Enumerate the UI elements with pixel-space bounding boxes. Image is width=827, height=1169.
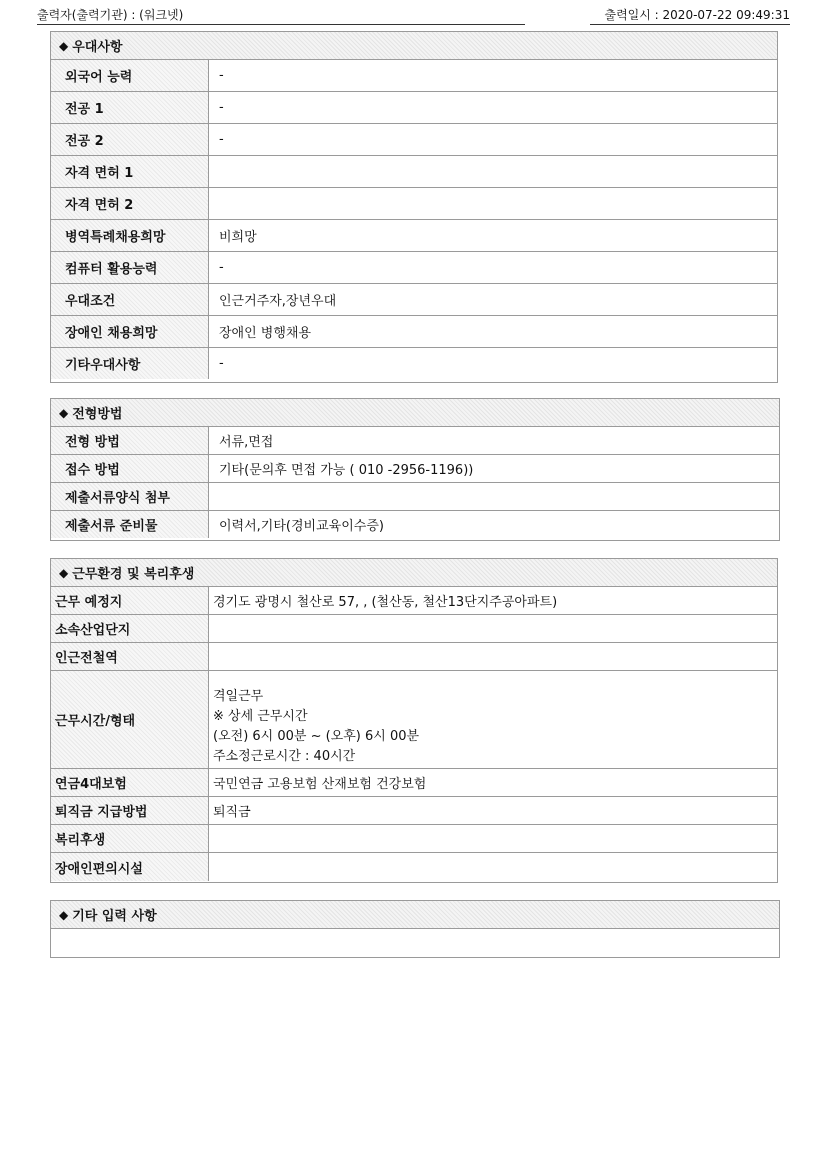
row-label: 전형 방법 [51, 427, 209, 454]
work-hours-line: 격일근무 [213, 688, 264, 704]
header-divider [37, 24, 525, 25]
work-hours-line: 주소정근로시간 : 40시간 [213, 748, 356, 764]
table-row [51, 124, 777, 156]
table-row [51, 643, 777, 671]
row-value: 비희망 [219, 230, 257, 245]
row-label: 근무시간/형태 [51, 671, 209, 768]
row-value: - [219, 100, 224, 115]
table-row [51, 188, 777, 220]
row-label: 전공 1 [51, 92, 209, 123]
row-value [209, 825, 777, 852]
row-value [209, 156, 777, 187]
row-label: 외국어 능력 [51, 60, 209, 91]
work-hours-detail [209, 671, 777, 768]
row-value: - [219, 260, 224, 275]
printer-info: 출력자(출력기관) : (워크넷) [37, 8, 184, 22]
table-row [51, 797, 777, 825]
table-row [51, 60, 777, 92]
row-value [209, 643, 777, 670]
row-label: 전공 2 [51, 124, 209, 155]
row-value: - [219, 356, 224, 371]
table-row [51, 853, 777, 881]
section-title-text: 전형방법 [72, 407, 123, 422]
row-label: 자격 면허 2 [51, 188, 209, 219]
row-label: 복리후생 [51, 825, 209, 852]
table-row [51, 284, 777, 316]
row-value: 서류,면접 [219, 435, 274, 450]
table-row [51, 348, 777, 379]
section-title [51, 901, 779, 929]
other-input-section [50, 900, 780, 958]
diamond-bullet-icon: ◆ [59, 38, 69, 53]
table-row [51, 220, 777, 252]
diamond-bullet-icon: ◆ [59, 907, 69, 922]
section-title-text: 근무환경 및 복리후생 [72, 567, 195, 582]
table-row [51, 615, 777, 643]
row-label: 병역특례채용희망 [51, 220, 209, 251]
row-label: 연금4대보험 [51, 769, 209, 796]
row-label: 제출서류양식 첨부 [51, 483, 209, 510]
row-value: - [219, 132, 224, 147]
table-row [51, 455, 779, 483]
header-divider-right [590, 24, 790, 25]
row-label: 소속산업단지 [51, 615, 209, 642]
row-value [209, 853, 777, 881]
section-title [51, 32, 777, 60]
row-value: 경기도 광명시 철산로 57, , (철산동, 철산13단지주공아파트) [213, 595, 558, 610]
table-row [51, 316, 777, 348]
row-label: 제출서류 준비물 [51, 511, 209, 538]
row-value: 기타(문의후 면접 가능 ( 010 -2956-1196)) [219, 463, 474, 478]
row-value [209, 483, 779, 510]
work-hours-line: (오전) 6시 00분 ~ (오후) 6시 00분 [213, 728, 420, 744]
row-value: 인근거주자,장년우대 [219, 294, 337, 309]
row-label: 접수 방법 [51, 455, 209, 482]
row-label: 우대조건 [51, 284, 209, 315]
row-label: 자격 면허 1 [51, 156, 209, 187]
row-value: 이력서,기타(경비교육이수증) [219, 519, 384, 534]
print-datetime: 출력일시 : 2020-07-22 09:49:31 [604, 8, 790, 22]
table-row [51, 92, 777, 124]
work-environment-section [50, 558, 778, 883]
table-row [51, 671, 777, 769]
table-row [51, 825, 777, 853]
row-value: - [219, 68, 224, 83]
preference-section [50, 31, 778, 383]
row-value [209, 188, 777, 219]
section-title [51, 559, 777, 587]
row-label: 근무 예정지 [51, 587, 209, 614]
table-row [51, 587, 777, 615]
row-value: 국민연금 고용보험 산재보험 건강보험 [213, 777, 427, 792]
table-row [51, 252, 777, 284]
table-row [51, 769, 777, 797]
row-label: 장애인 채용희망 [51, 316, 209, 347]
diamond-bullet-icon: ◆ [59, 405, 69, 420]
section-title [51, 399, 779, 427]
row-value: 장애인 병행채용 [219, 326, 312, 341]
work-hours-line: ※ 상세 근무시간 [213, 708, 308, 724]
row-label: 장애인편의시설 [51, 853, 209, 881]
row-value [209, 615, 777, 642]
table-row [51, 511, 779, 538]
row-label: 컴퓨터 활용능력 [51, 252, 209, 283]
diamond-bullet-icon: ◆ [59, 565, 69, 580]
row-value: 퇴직금 [213, 805, 251, 820]
row-label: 기타우대사항 [51, 348, 209, 379]
row-label: 인근전철역 [51, 643, 209, 670]
selection-method-section [50, 398, 780, 541]
section-title-text: 우대사항 [72, 40, 123, 55]
section-title-text: 기타 입력 사항 [72, 909, 157, 924]
table-row [51, 483, 779, 511]
table-row [51, 427, 779, 455]
row-label: 퇴직금 지급방법 [51, 797, 209, 824]
table-row [51, 156, 777, 188]
other-input-value [51, 929, 779, 956]
